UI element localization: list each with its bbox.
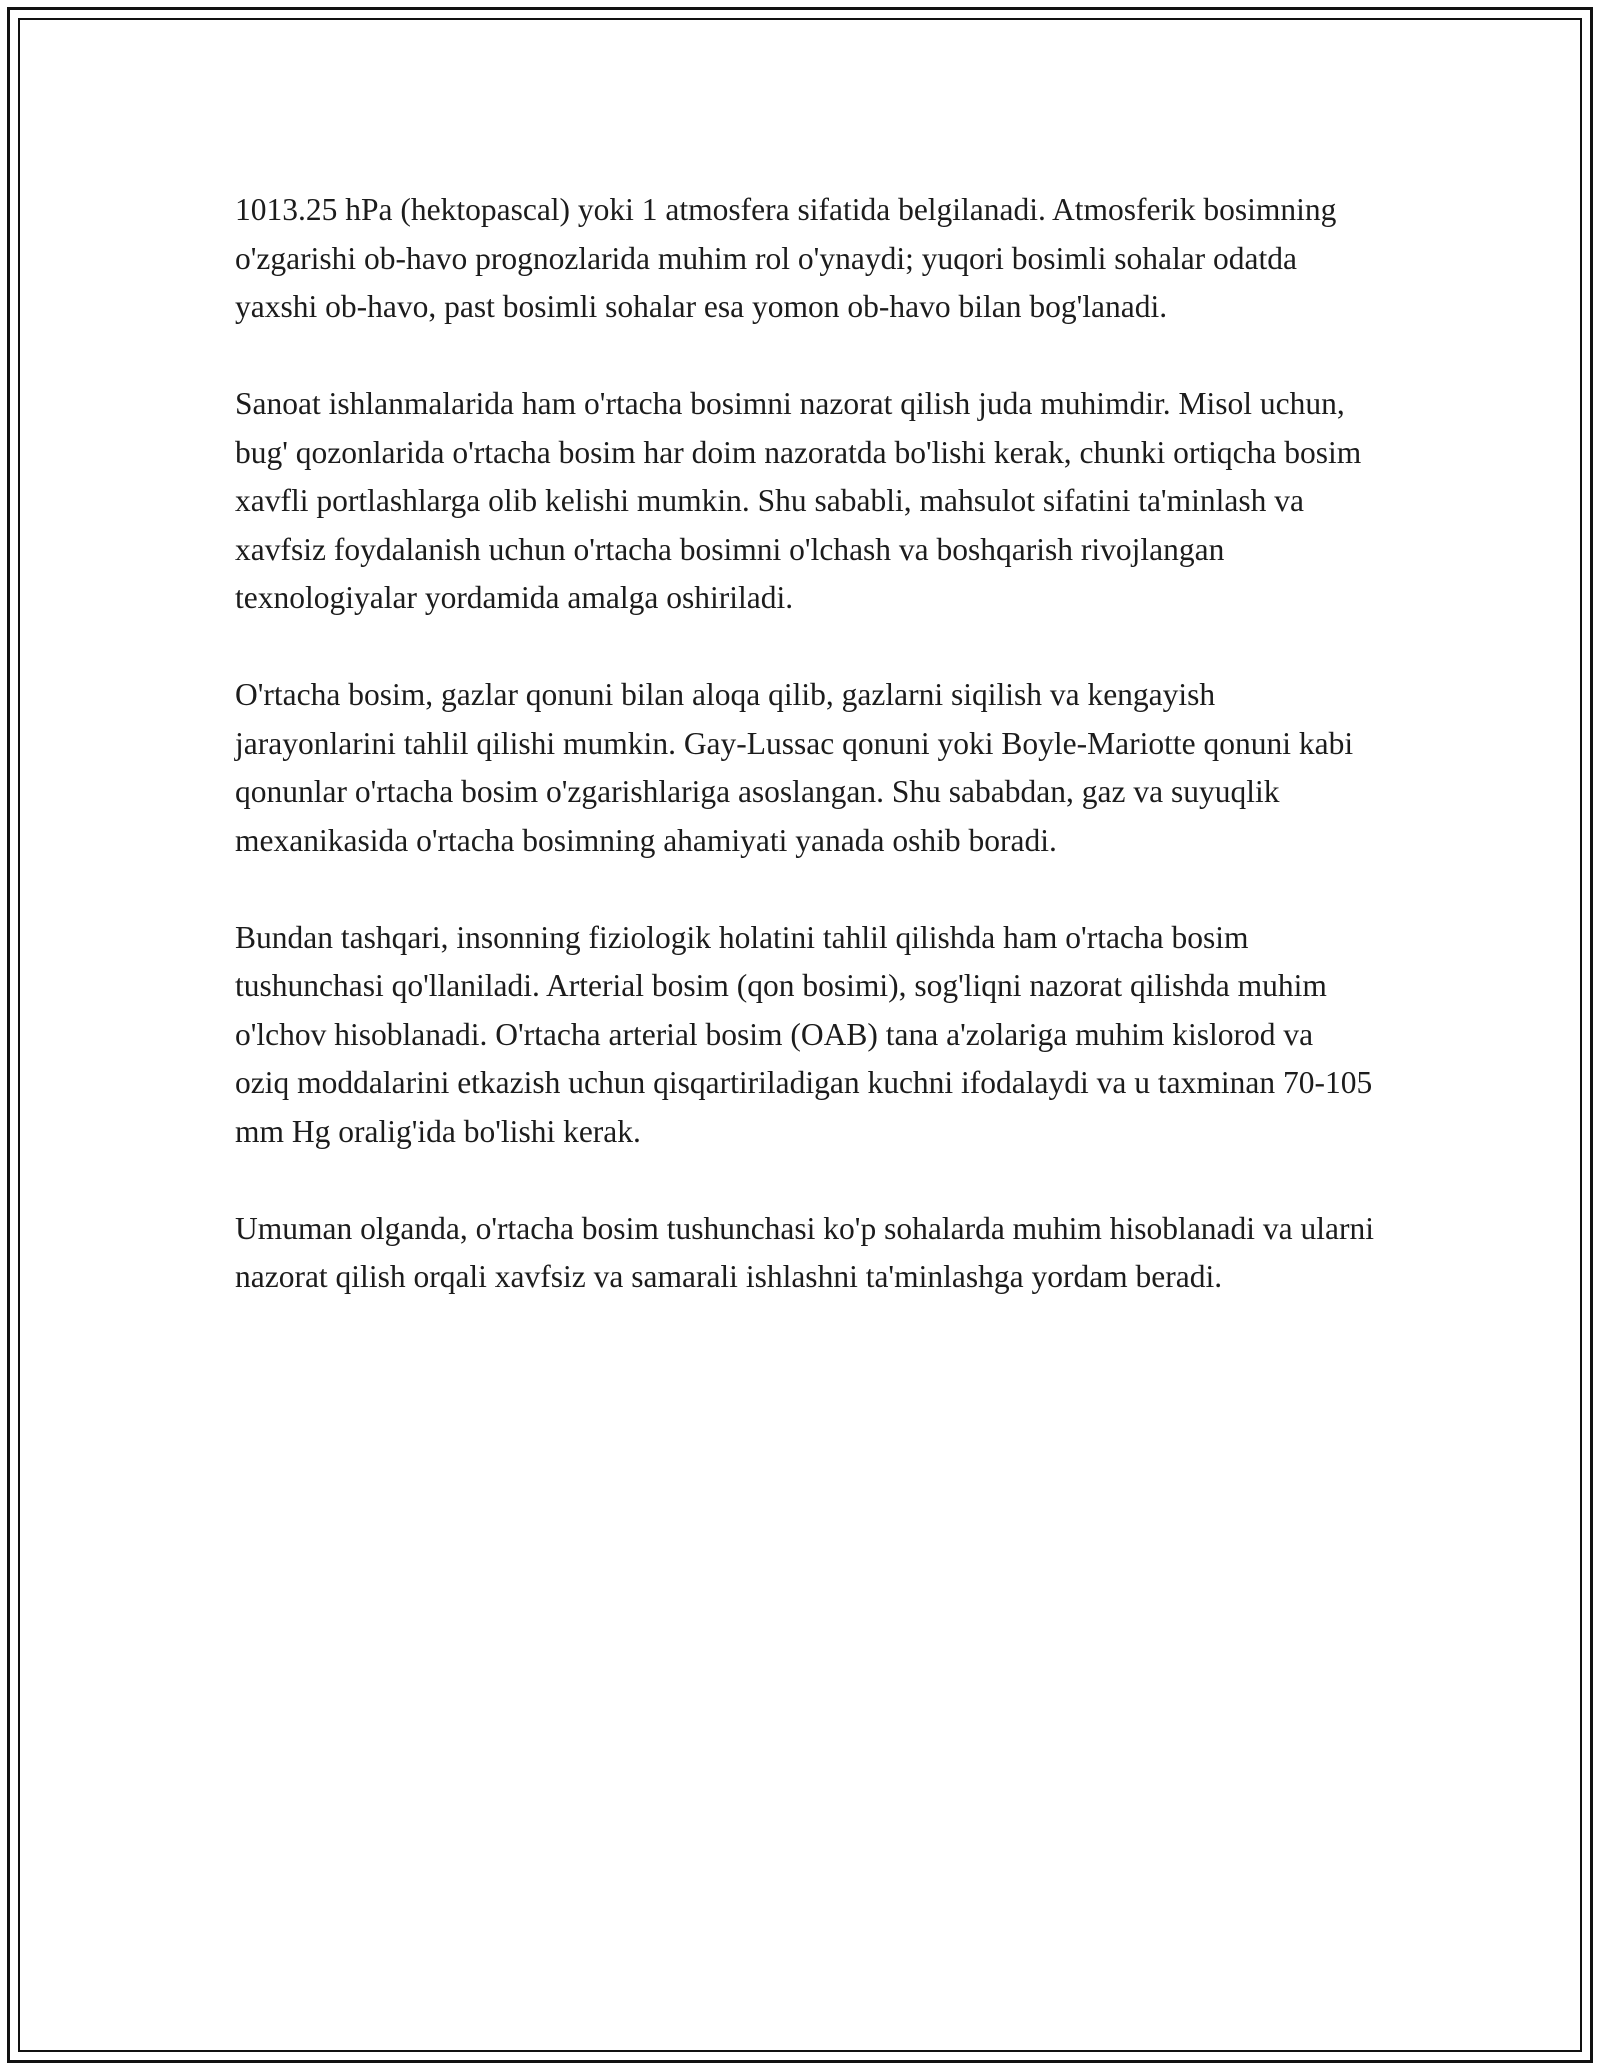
paragraph-conclusion: Umuman olganda, o'rtacha bosim tushunchasi ko'p sohalarda muhim hisoblanadi va ularni nazorat qilish orqali xavfsiz va samarali ishlashni ta'minlashga yordam beradi. bbox=[235, 1210, 1374, 1294]
paragraph-gas-laws: O'rtacha bosim, gazlar qonuni bilan aloqa qilib, gazlarni siqilish va kengayish jarayonlarini tahlil qilishi mumkin. Gay-Lussac qonuni yoki Boyle-Mariotte qonuni kabi qonunlar o'rtacha bosim o'zgarishlariga asoslangan. Shu sababdan, gaz va suyuqlik mexanikasida o'rtacha bosimning ahamiyati yanada oshib boradi. bbox=[235, 677, 1354, 858]
paragraph-industrial-pressure: Sanoat ishlanmalarida ham o'rtacha bosimni nazorat qilish juda muhimdir. Misol uchun, bug' qozonlarida o'rtacha bosim har doim nazoratda bo'lishi kerak, chunki ortiqcha bosim xavfli portlashlarga olib kelishi mumkin. Shu sababli, mahsulot sifatini ta'minlash va xavfsiz foydalanish uchun o'rtacha bosimni o'lchash va boshqarish rivojlangan texnologiyalar yordamida amalga oshiriladi. bbox=[235, 386, 1362, 615]
paragraph-arterial-pressure: Bundan tashqari, insonning fiziologik holatini tahlil qilishda ham o'rtacha bosim tushunchasi qo'llaniladi. Arterial bosim (qon bosimi), sog'liqni nazorat qilishda muhim o'lchov hisoblanadi. O'rtacha arterial bosim (OAB) tana a'zolariga muhim kislorod va oziq moddalarini etkazish uchun qisqartiriladigan kuchni ifodalaydi va u taxminan 70-105 mm Hg oralig'ida bo'lishi kerak. bbox=[235, 919, 1373, 1149]
paragraph-atmospheric-pressure: 1013.25 hPa (hektopascal) yoki 1 atmosfera sifatida belgilanadi. Atmosferik bosimning o'zgarishi ob-havo prognozlarida muhim rol o'ynaydi; yuqori bosimli sohalar odatda yaxshi ob-havo, past bosimli sohalar esa yomon ob-havo bilan bog'lanadi. bbox=[235, 192, 1337, 324]
document-body bbox=[235, 186, 1375, 1302]
